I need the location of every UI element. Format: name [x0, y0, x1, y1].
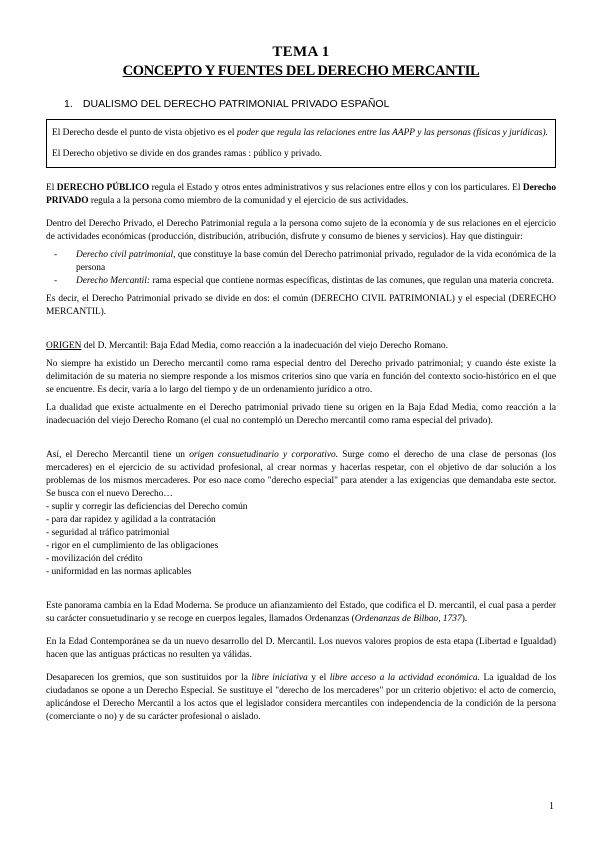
dash-marker: -	[54, 250, 58, 260]
contemporary-age-paragraph: En la Edad Contemporánea se da un nuevo desarrollo del D. Mercantil. Los nuevos valores propios de esta etapa (Libertad e Igualdad) hacen que las antiguas prácticas no resulten ya válidas.	[46, 637, 556, 660]
purposes-list	[46, 501, 556, 579]
text-run: El	[46, 183, 57, 193]
list-item-text: rama especial que contiene normas específicas, distintas de las comunes, que regulan una materia concreta.	[150, 276, 555, 286]
chapter-label: TEMA 1	[272, 44, 330, 60]
italic-run: libre iniciativa	[251, 673, 308, 683]
origin-label: ORIGEN	[46, 341, 82, 351]
list-item: - suplir y corregir las deficiencias del Derecho común	[46, 502, 248, 512]
list-item: - uniformidad en las normas aplicables	[46, 567, 192, 577]
text-run: regula el Estado y otros entes administrativos y sus relaciones entre ellos y con los particulares. El	[149, 183, 523, 193]
customary-origin-paragraph	[46, 449, 556, 501]
italic-run: libre acceso a la actividad económica.	[329, 673, 480, 683]
document-title: CONCEPTO Y FUENTES DEL DERECHO MERCANTIL	[122, 63, 480, 79]
list-item: - movilización del crédito	[46, 554, 143, 564]
italic-run: origen consuetudinario y corporativo.	[189, 450, 339, 460]
text-run: Este panorama cambia en la Edad Moderna. Se produce un afianzamiento del Estado, que codifica el D. mercantil, el cual pasa a perder su carácter consuetudinario y se recoge en cuerpos legales, llamados Ordenanzas (	[46, 601, 556, 624]
history-paragraph: No siempre ha existido un Derecho mercantil como rama especial dentro del Derecho privado patrimonial; y cuando éste existe la delimitación de su materia no siempre responde a los mismos criterios sino que varía en función del contexto socio-histórico en el que se encuentre. Es decir, varía a lo largo del tiempo y de un ordenamiento jurídico a otro.	[46, 359, 556, 395]
modern-age-paragraph	[46, 600, 556, 626]
text-run: regula a la persona como miembro de la comunidad y el ejercicio de sus actividades.	[88, 196, 409, 206]
definition-italic: poder que regula las relaciones entre las AAPP y las personas (físicas y jurídicas).	[236, 128, 548, 138]
text-run: ).	[461, 614, 468, 624]
dash-marker: -	[54, 276, 58, 286]
patrimonial-paragraph: Dentro del Derecho Privado, el Derecho Patrimonial regula a la persona como sujeto de la economía y de sus relaciones en el ejercicio de actividades económicas (producción, distribución, atribución, disfrute y consumo de bienes y servicios). Hay que distinguir:	[46, 219, 556, 242]
section-title: DUALISMO DEL DERECHO PATRIMONIAL PRIVADO ESPAÑOL	[82, 98, 390, 110]
text-run: Desaparecen los gremios, que son sustituidos por la	[46, 673, 252, 683]
text-run: y el	[307, 673, 330, 683]
section-heading	[64, 98, 556, 110]
list-item: - seguridad al tráfico patrimonial	[46, 528, 170, 538]
text-run: Así, el Derecho Mercantil tiene un	[46, 450, 190, 460]
duality-paragraph: La dualidad que existe actualmente en el Derecho patrimonial privado tiene su origen en la Baja Edad Media, como reacción a la inadecuación del viejo Derecho Romano (el cual no contempló un Derecho mercantil como rama especial del privado).	[46, 403, 556, 426]
document-page	[46, 44, 556, 724]
list-item	[54, 249, 556, 275]
list-item	[54, 275, 556, 288]
origin-heading	[46, 340, 556, 353]
division-paragraph: El Derecho objetivo se divide en dos grandes ramas : público y privado.	[52, 149, 322, 159]
definition-box	[46, 119, 556, 168]
page-number: 1	[549, 801, 554, 812]
guilds-paragraph	[46, 672, 556, 724]
list-item-text: que constituye la base común del Derecho patrimonial privado, regulador de la vida económica de la persona	[76, 250, 556, 273]
list-item-term: Derecho Mercantil:	[76, 276, 151, 286]
text-run: Surge como el derecho de una clase de personas (los mercaderes) en el ejercicio de su actividad profesional, al crear normas y hacerlas respetar, con el objetivo de dar solución a los problemas de los mismos mercaderes. Por eso nace como "derecho especial" para atender a las exigencias que demandaba este sector. Se busca con el nuevo Derecho…	[46, 450, 556, 499]
section-number: 1.	[64, 98, 73, 110]
summary-paragraph: Es decir, el Derecho Patrimonial privado se divide en dos: el común (DERECHO CIVIL PATRIMONIAL) y el especial (DERECHO MERCANTIL).	[46, 294, 556, 317]
origin-text: del D. Mercantil: Baja Edad Media, como reacción a la inadecuación del viejo Derecho Romano.	[81, 341, 448, 351]
italic-run: Ordenanzas de Bilbao, 1737	[354, 614, 462, 624]
bold-run: Derecho PRIVADO	[46, 183, 557, 206]
list-item: - para dar rapidez y agilidad a la contratación	[46, 515, 216, 525]
definition-text: El Derecho desde el punto de vista objetivo es el	[52, 128, 237, 138]
distinction-list	[46, 249, 556, 288]
public-private-paragraph	[46, 182, 556, 208]
bold-run: DERECHO PÚBLICO	[56, 183, 150, 193]
definition-paragraph	[52, 127, 550, 140]
text-run: La igualdad de los ciudadanos se opone a un Derecho Especial. Se sustituye el "derecho de los mercaderes" por un criterio objetivo: el acto de comercio, aplicándose el Derecho Mercantil a los actos que el legislador considera mercantiles con independencia de la condición de la persona (comerciante o no) y de su carácter profesional o aislado.	[46, 673, 556, 722]
list-item: - rigor en el cumplimiento de las obligaciones	[46, 541, 219, 551]
list-item-term: Derecho civil patrimonial,	[76, 250, 176, 260]
